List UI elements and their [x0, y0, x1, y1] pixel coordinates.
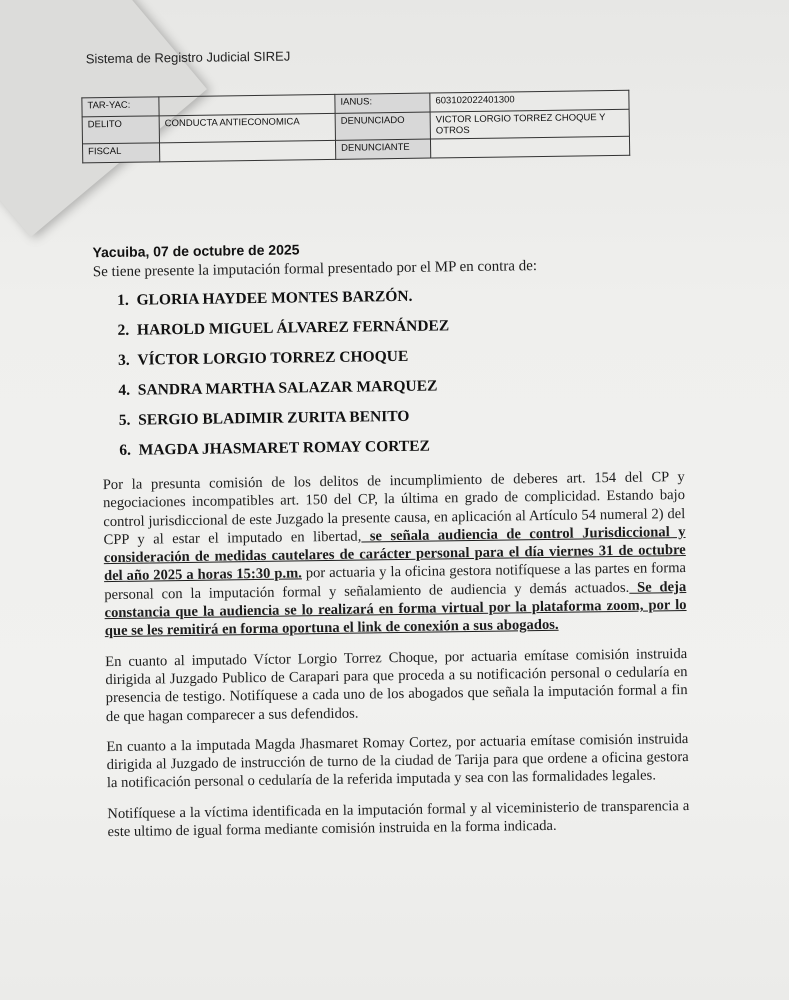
defendant-number: 4. [118, 381, 131, 399]
denunciante-label: DENUNCIANTE [335, 139, 430, 159]
defendant-number: 3. [117, 351, 130, 369]
defendant-name: VÍCTOR LORGIO TORREZ CHOQUE [137, 347, 409, 369]
paragraph-victim: Notifíquese a la víctima identificada en la imputación formal y al viceministerio de transparencia a este ultimo de igual forma mediante comisión instruida en la forma indicada. [107, 797, 690, 841]
delito-value: CONDUCTA ANTIECONOMICA [159, 113, 335, 142]
defendant-name: SANDRA MARTHA SALAZAR MARQUEZ [137, 377, 438, 399]
defendant-name: HAROLD MIGUEL ÁLVAREZ FERNÁNDEZ [136, 317, 450, 339]
system-title: Sistema de Registro Judicial SIREJ [85, 48, 291, 67]
paragraph-text: Por la presunta comisión de los delitos de incumplimiento de deberes art. 154 del CP y negociaciones incompatibles art. 150 del CP, la última en grado de complicidad. Estando bajo control jurisdiccional de este Juzgado la presente causa, en aplicación al Artículo 54 numeral 2) del CPP y al estar el imputado en libertad, [102, 469, 686, 549]
defendant-number: 5. [118, 411, 131, 429]
paragraph-hearing [103, 468, 687, 641]
denunciado-label: DENUNCIADO [335, 112, 430, 140]
tar-yac-label: TAR-YAC: [82, 97, 159, 117]
fiscal-label: FISCAL [82, 143, 159, 163]
hearing-highlight: se señala audiencia de control Jurisdiccional y consideración de medidas cautelares de carácter personal para el día viernes 31 de octubre del año 2025 a horas 15:30 p.m. [103, 523, 686, 585]
list-item [117, 281, 449, 316]
list-item [119, 401, 451, 436]
denunciante-value [430, 136, 629, 158]
ianus-label: IANUS: [335, 93, 430, 113]
virtual-hearing-highlight: Se deja constancia que la audiencia se lo realizará en forma virtual por la plataforma zoom, por lo que se les remitirá en forma oportuna el link de conexión a sus abogados. [104, 578, 687, 640]
list-item [118, 341, 450, 376]
defendant-name: MAGDA JHASMARET ROMAY CORTEZ [138, 437, 431, 459]
case-info-table [81, 90, 630, 164]
list-item [119, 431, 451, 466]
defendant-name: GLORIA HAYDEE MONTES BARZÓN. [136, 287, 413, 309]
date-line: Yacuiba, 07 de octubre de 2025 [92, 241, 300, 261]
list-item [117, 311, 449, 346]
defendants-list [117, 281, 451, 466]
ianus-value: 603102022401300 [430, 90, 629, 112]
intro-text: Se tiene presente la imputación formal presentado por el MP en contra de: [92, 258, 538, 281]
paragraph-text: por actuaria y la oficina gestora notifíquese a las partes en forma personal con la imputación formal y señalamiento de audiencia y demás actuados. [104, 560, 687, 603]
paragraph-magda: En cuanto a la imputada Magda Jhasmaret Romay Cortez, por actuaria emítase comisión instruida dirigida al Juzgado de instrucción de turno de la ciudad de Tarija para que ordene a oficina gestora la notificación personal o cedularía de la referida imputada y sea con las formalidades legales. [106, 730, 689, 792]
defendant-number: 6. [119, 441, 132, 459]
denunciado-value: VICTOR LORGIO TORREZ CHOQUE Y OTROS [430, 109, 629, 139]
tar-yac-value [159, 94, 335, 115]
resolution-body [103, 468, 690, 853]
defendant-name: SERGIO BLADIMIR ZURITA BENITO [138, 407, 410, 429]
fiscal-value [159, 140, 335, 161]
list-item [118, 371, 450, 406]
defendant-number: 2. [117, 321, 130, 339]
paragraph-victor: En cuanto al imputado Víctor Lorgio Torrez Choque, por actuaria emítase comisión instruida dirigida al Juzgado Publico de Carapari para que proceda a su notificación personal o cedularía en presencia de testigo. Notifíquese a cada uno de los abogados que señala la imputación formal a fin de que hagan comparecer a sus defendidos. [105, 645, 688, 725]
defendant-number: 1. [117, 291, 129, 309]
delito-label: DELITO [82, 116, 159, 144]
